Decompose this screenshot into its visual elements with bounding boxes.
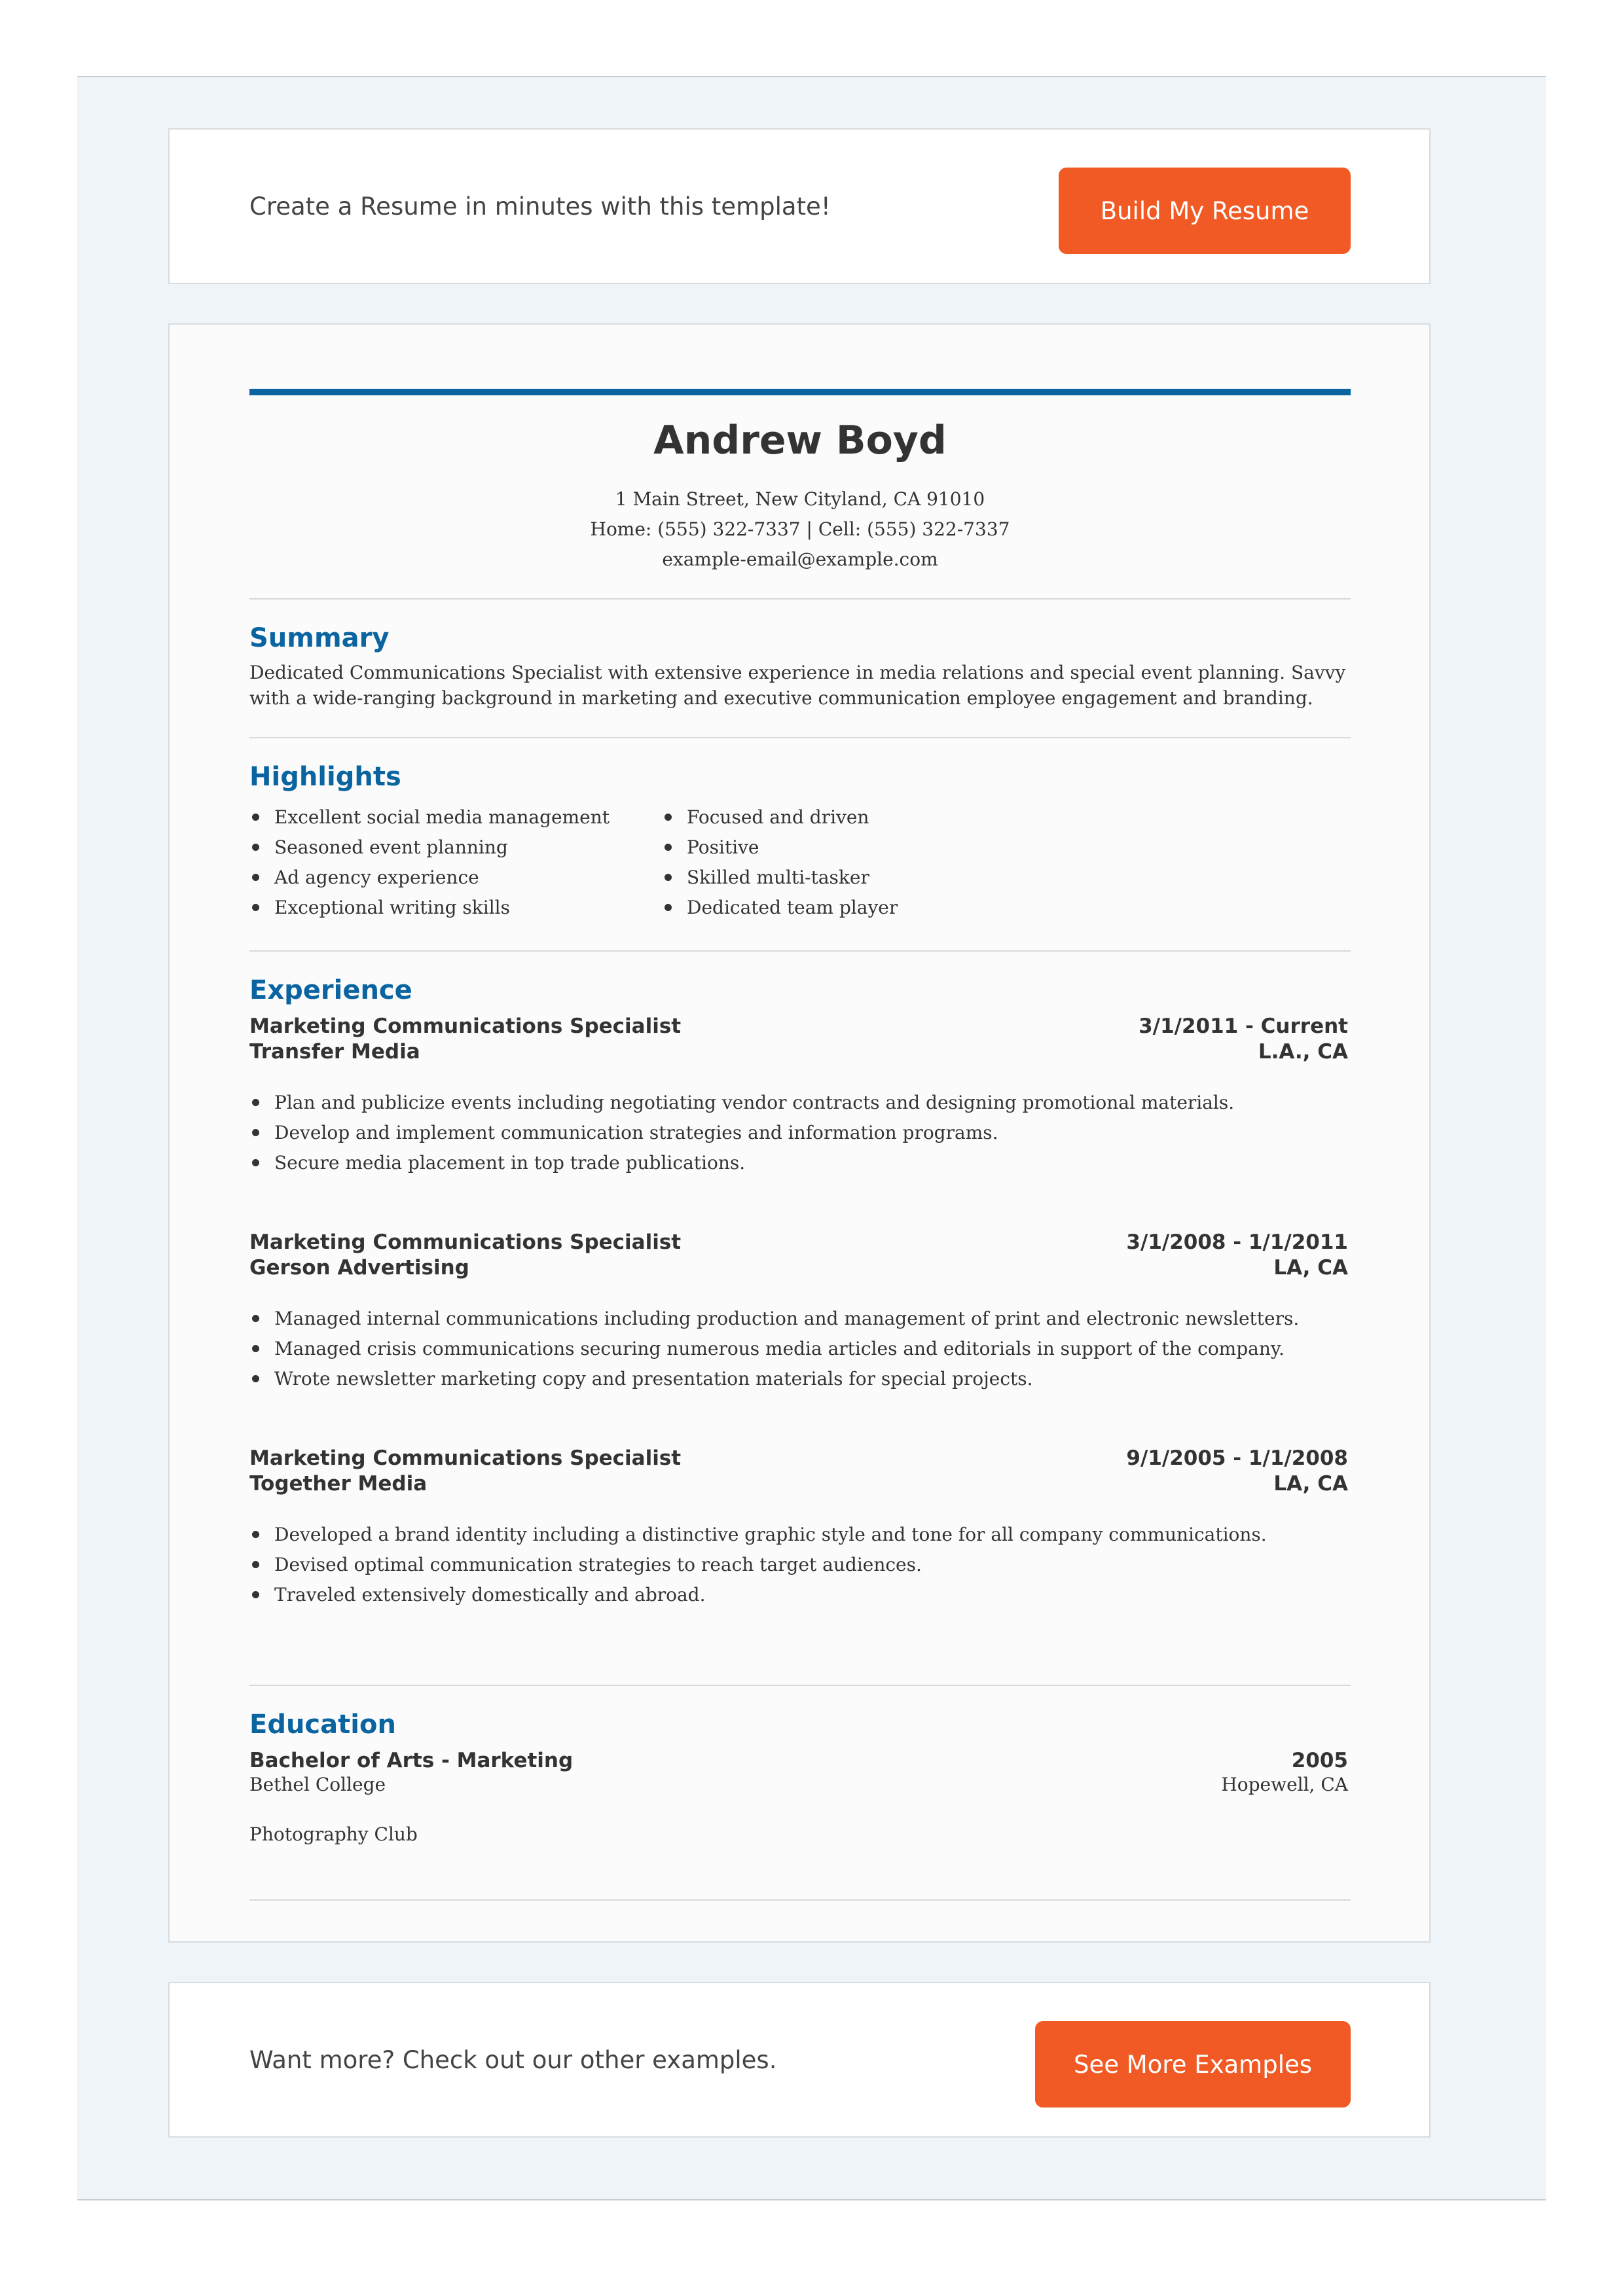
job-company: Transfer Media [249,1040,420,1064]
divider [249,950,1351,952]
list-item: Traveled extensively domestically and abroad. [249,1580,1351,1610]
summary-heading: Summary [249,623,390,653]
list-item: Plan and publicize events including negotiating vendor contracts and designing promotional materials. [249,1088,1351,1118]
job-title: Marketing Communications Specialist [249,1230,682,1254]
header-accent-bar [249,389,1351,395]
job-location: L.A., CA [1258,1040,1348,1064]
promo-banner-bottom [168,1982,1431,2138]
education-extra: Photography Club [249,1823,418,1845]
job-location: LA, CA [1273,1256,1348,1280]
list-item: Ad agency experience [249,863,655,893]
job-location: LA, CA [1273,1472,1348,1496]
list-item: Managed crisis communications securing numerous media articles and editorials in support of the company. [249,1334,1351,1364]
divider [249,1685,1351,1686]
divider [249,598,1351,600]
highlights-heading: Highlights [249,762,401,792]
resume-document [168,323,1431,1943]
education-heading: Education [249,1710,396,1740]
job-bullets [249,1520,1351,1610]
contact-email[interactable]: example-email@example.com [662,548,938,570]
list-item: Devised optimal communication strategies to reach target audiences. [249,1550,1351,1580]
experience-heading: Experience [249,975,412,1005]
list-item: Dedicated team player [662,893,1120,923]
graduation-year: 2005 [1291,1749,1348,1772]
list-item: Exceptional writing skills [249,893,655,923]
list-item: Focused and driven [662,802,1120,833]
list-item: Managed internal communications including production and management of print and electronic newsletters. [249,1304,1351,1334]
highlights-list-left [249,802,655,923]
list-item: Excellent social media management [249,802,655,833]
job-title: Marketing Communications Specialist [249,1446,682,1470]
job-bullets [249,1088,1351,1178]
divider [249,737,1351,738]
summary-text: Dedicated Communications Specialist with extensive experience in media relations and special event planning. Savvy with a wide-ranging background in marketing and executive communication employee engagement and branding. [249,662,1346,709]
promo-banner-top [168,128,1431,284]
job-dates: 3/1/2011 - Current [1139,1014,1348,1038]
highlights-list-right [662,802,1120,923]
promo-text: Want more? Check out our other examples. [249,2046,777,2074]
list-item: Skilled multi-tasker [662,863,1120,893]
list-item: Wrote newsletter marketing copy and presentation materials for special projects. [249,1364,1351,1394]
job-bullets [249,1304,1351,1394]
see-more-examples-button[interactable]: See More Examples [1035,2021,1351,2108]
list-item: Positive [662,833,1120,863]
job-dates: 3/1/2008 - 1/1/2011 [1126,1230,1348,1254]
job-title: Marketing Communications Specialist [249,1014,682,1038]
school-location: Hopewell, CA [1221,1774,1348,1795]
job-dates: 9/1/2005 - 1/1/2008 [1126,1446,1348,1470]
contact-address: 1 Main Street, New Cityland, CA 91010 [615,488,985,510]
degree: Bachelor of Arts - Marketing [249,1749,574,1772]
list-item: Secure media placement in top trade publications. [249,1148,1351,1178]
build-my-resume-button[interactable]: Build My Resume [1059,168,1351,254]
candidate-name: Andrew Boyd [653,418,947,463]
promo-text: Create a Resume in minutes with this template! [249,192,831,221]
divider [249,1899,1351,1901]
contact-phones: Home: (555) 322-7337 | Cell: (555) 322-7337 [590,518,1010,540]
school: Bethel College [249,1774,386,1795]
job-company: Gerson Advertising [249,1256,469,1280]
job-company: Together Media [249,1472,428,1496]
list-item: Develop and implement communication strategies and information programs. [249,1118,1351,1148]
list-item: Developed a brand identity including a distinctive graphic style and tone for all company communications. [249,1520,1351,1550]
list-item: Seasoned event planning [249,833,655,863]
